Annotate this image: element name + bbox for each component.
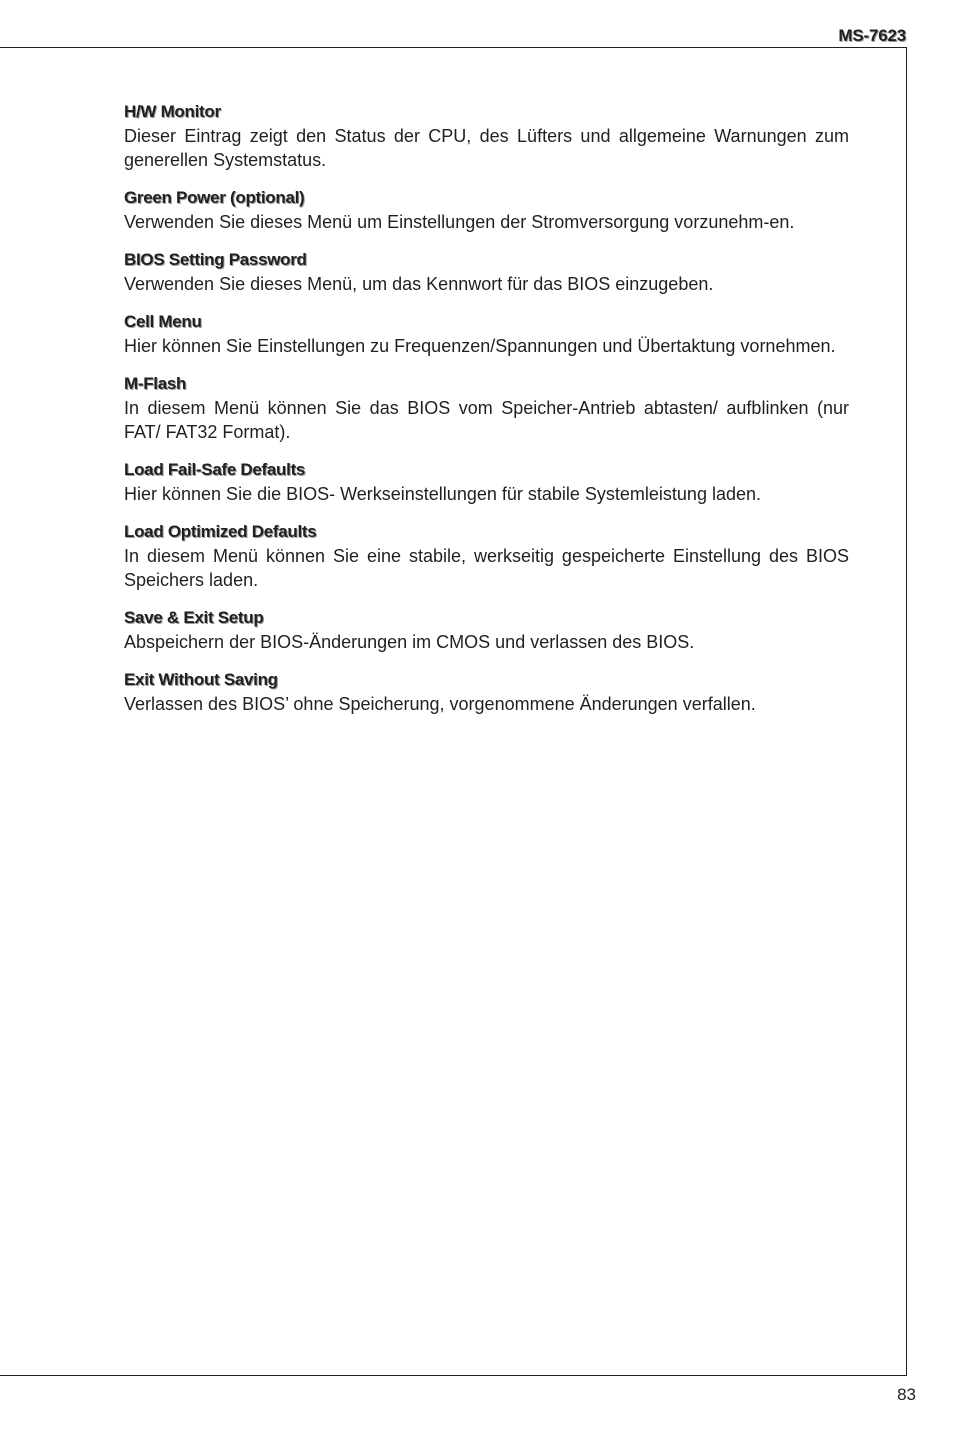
section-title: Cell Menu — [124, 312, 202, 331]
section-description: Hier können Sie Einstellungen zu Frequenzen/Spannungen und Übertaktung vornehmen. — [124, 336, 836, 356]
section-title: Load Fail-Safe Defaults — [124, 460, 306, 479]
section-m-flash — [124, 372, 849, 444]
section-title: Exit Without Saving — [124, 670, 278, 689]
page-side-border — [906, 47, 907, 1375]
section-title: Green Power (optional) — [124, 188, 305, 207]
section-title: Load Optimized Defaults — [124, 522, 317, 541]
section-description: Verlassen des BIOS’ ohne Speicherung, vorgenommene Änderungen verfallen. — [124, 694, 756, 714]
section-load-fail-safe-defaults — [124, 458, 849, 506]
section-description: Verwenden Sie dieses Menü, um das Kennwort für das BIOS einzugeben. — [124, 274, 714, 294]
section-cell-menu — [124, 310, 849, 358]
section-green-power — [124, 186, 849, 234]
footer-divider — [0, 1375, 907, 1376]
section-hw-monitor — [124, 100, 849, 172]
section-description: In diesem Menü können Sie das BIOS vom Speicher-Antrieb abtasten/ aufblinken (nur FAT/ FAT32 Format). — [124, 398, 849, 442]
section-description: In diesem Menü können Sie eine stabile, werkseitig gespeicherte Einstellung des BIOS Speichers laden. — [124, 546, 849, 590]
section-title: Save & Exit Setup — [124, 608, 264, 627]
section-description: Dieser Eintrag zeigt den Status der CPU, des Lüfters und allgemeine Warnungen zum generellen Systemstatus. — [124, 126, 849, 170]
section-description: Hier können Sie die BIOS- Werkseinstellungen für stabile Systemleistung laden. — [124, 484, 761, 504]
page-number: 83 — [897, 1385, 916, 1404]
section-title: H/W Monitor — [124, 102, 221, 121]
page-content — [124, 100, 849, 730]
section-title: M-Flash — [124, 374, 187, 393]
section-save-exit-setup — [124, 606, 849, 654]
header-divider — [0, 47, 907, 48]
section-description: Abspeichern der BIOS-Änderungen im CMOS und verlassen des BIOS. — [124, 632, 695, 652]
section-exit-without-saving — [124, 668, 849, 716]
section-description: Verwenden Sie dieses Menü um Einstellungen der Stromversorgung vorzunehm-en. — [124, 212, 795, 232]
section-title: BIOS Setting Password — [124, 250, 307, 269]
header-model-label: MS-7623 — [838, 26, 906, 45]
section-load-optimized-defaults — [124, 520, 849, 592]
section-bios-setting-password — [124, 248, 849, 296]
